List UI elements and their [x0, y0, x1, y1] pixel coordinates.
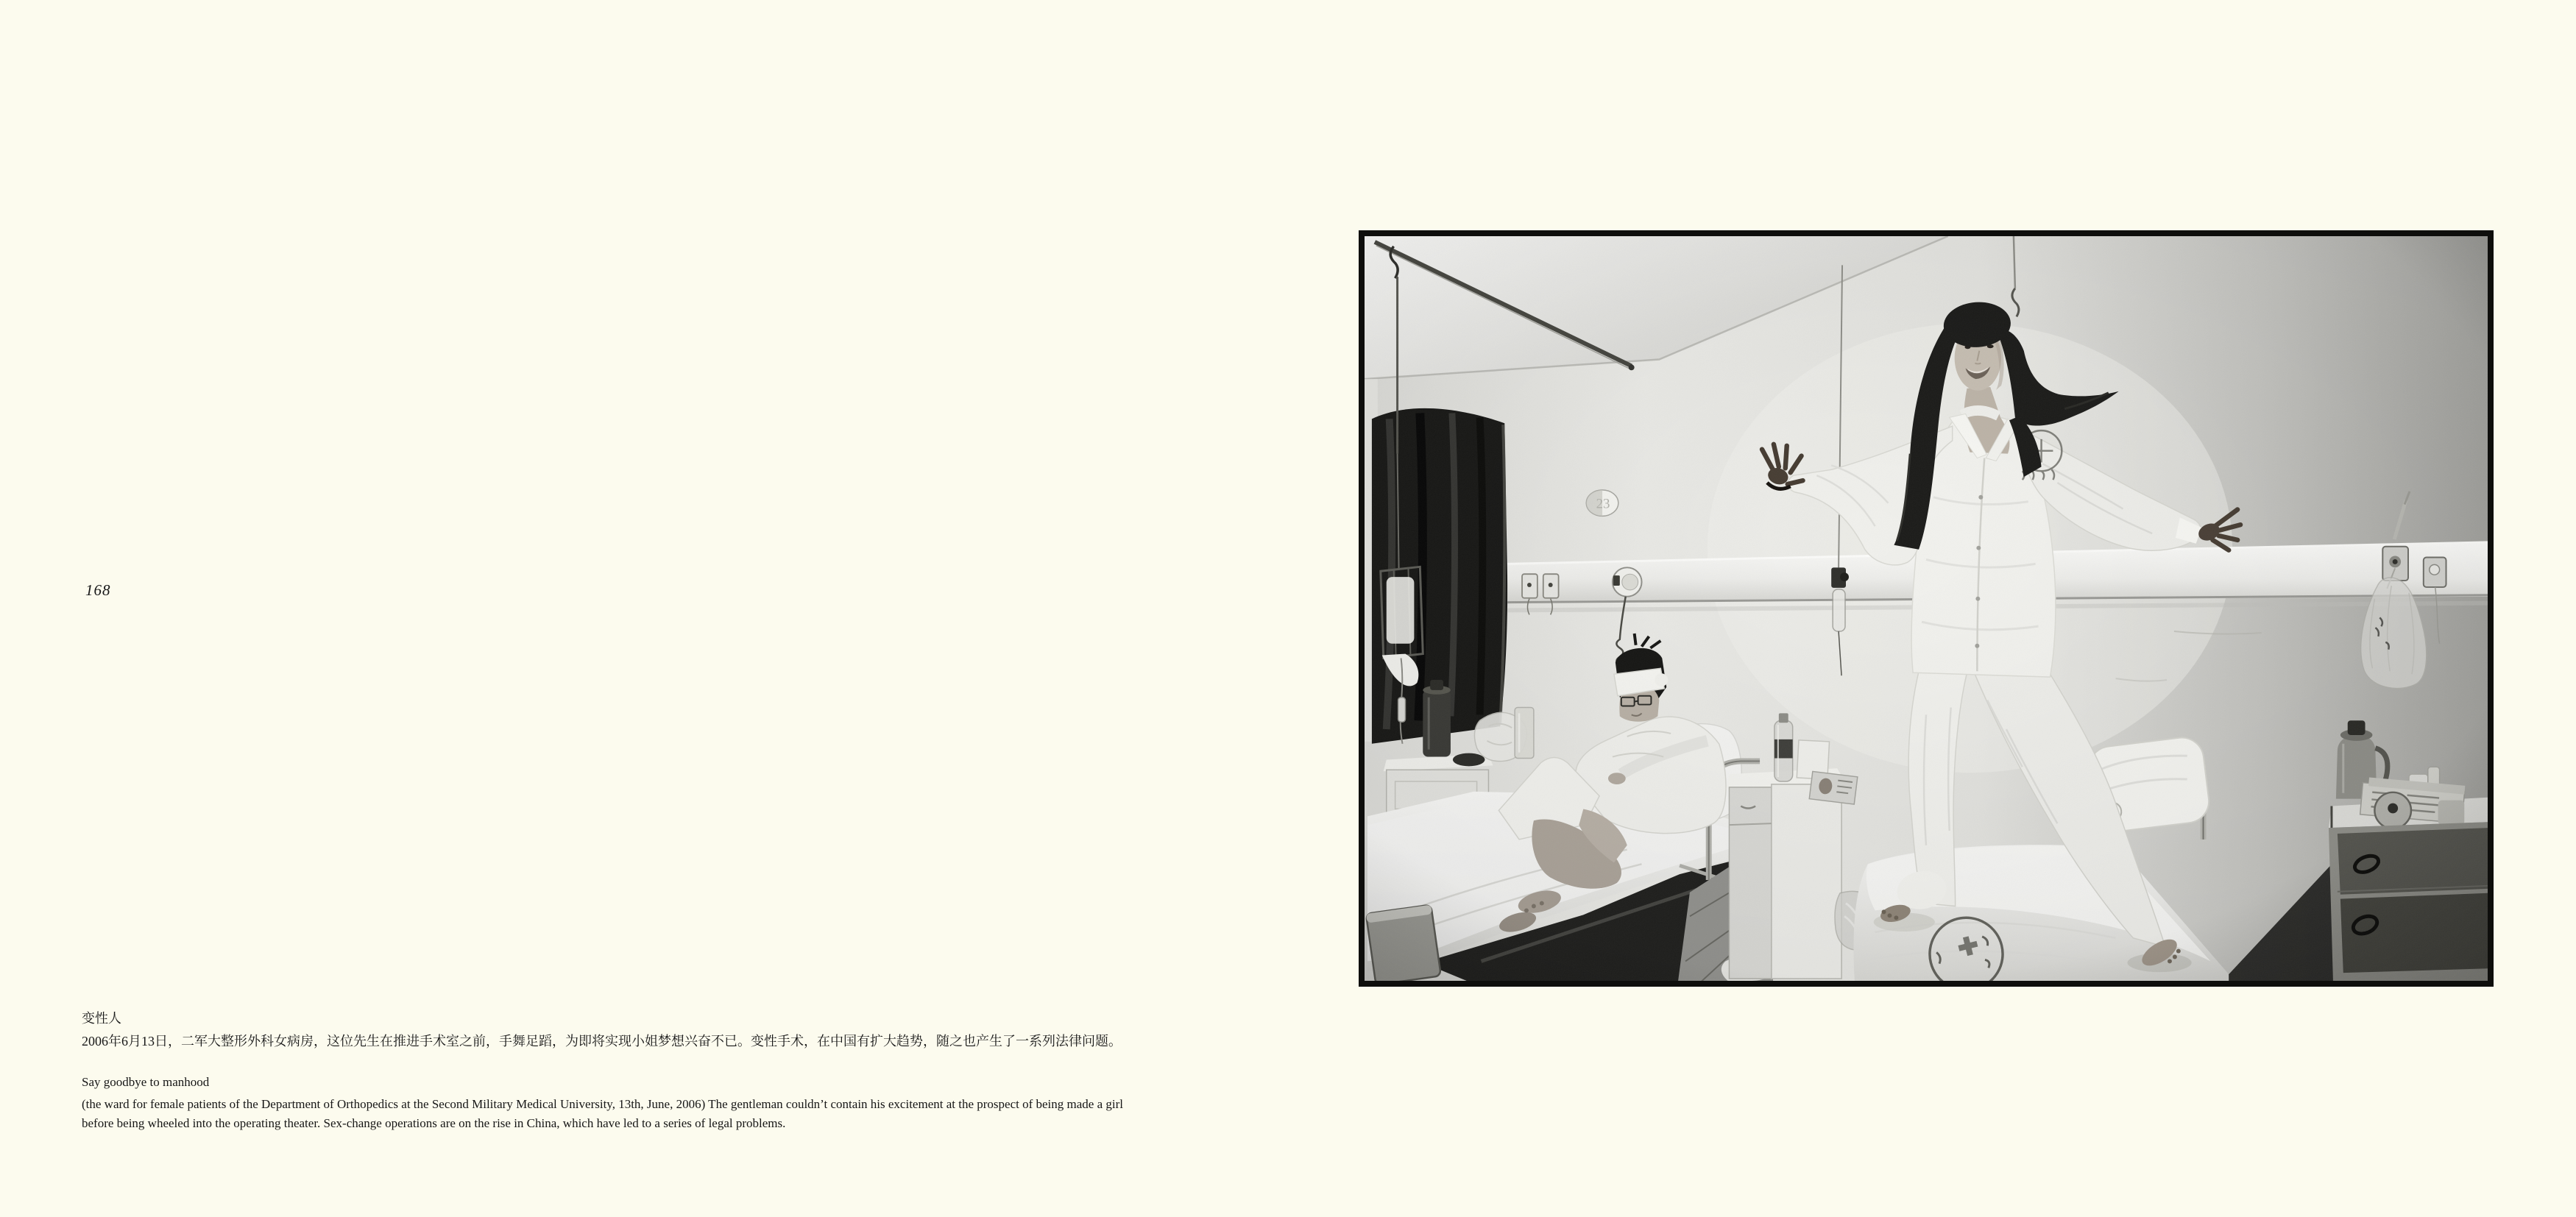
page-number: 168	[85, 581, 111, 599]
caption-body-chinese: 2006年6月13日，二军大整形外科女病房，这位先生在推进手术室之前，手舞足蹈，为即将实现小姐梦想兴奋不已。变性手术，在中国有扩大趋势，随之也产生了一系列法律问题。	[82, 1034, 1122, 1049]
film-grain	[1365, 236, 2488, 981]
ward-photograph	[1359, 230, 2494, 987]
caption-title-english: Say goodbye to manhood	[82, 1075, 210, 1089]
caption-body-english-line1: (the ward for female patients of the Department of Orthopedics at the Second Military Medical University, 13th, June, 2006) The gentleman couldn’t contain his excitement at the prospect of being made a girl	[82, 1097, 1123, 1111]
ward-photo-illustration	[1365, 236, 2488, 981]
caption-body-english-line2: before being wheeled into the operating theater. Sex-change operations are on the rise in China, which have led to a series of legal problems.	[82, 1116, 786, 1130]
caption-title-chinese: 变性人	[82, 1011, 121, 1026]
